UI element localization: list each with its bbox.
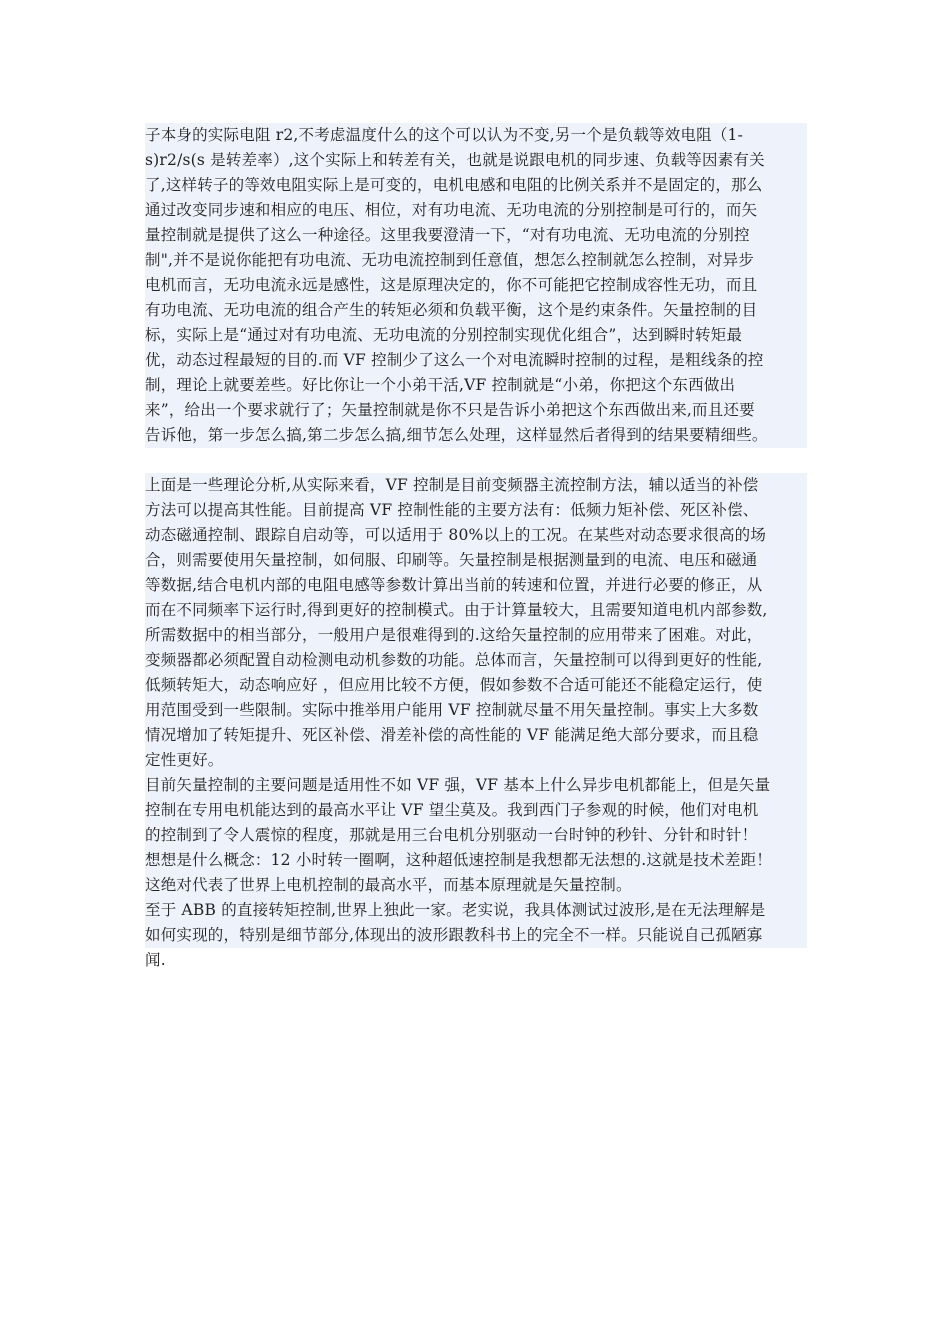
text-line: 量控制就是提供了这么一种途径。这里我要澄清一下，“对有功电流、无功电流的分别控 — [145, 223, 807, 248]
text-line: 电机而言，无功电流永远是感性，这是原理决定的，你不可能把它控制成容性无功，而且 — [145, 273, 807, 298]
text-line: 目前矢量控制的主要问题是适用性不如 VF 强，VF 基本上什么异步电机都能上，但是矢量 — [145, 773, 807, 798]
text-line: 通过改变同步速和相应的电压、相位，对有功电流、无功电流的分别控制是可行的，而矢 — [145, 198, 807, 223]
text-line: 方法可以提高其性能。目前提高 VF 控制性能的主要方法有：低频力矩补偿、死区补偿、 — [145, 498, 807, 523]
text-line: 标，实际上是“通过对有功电流、无功电流的分别控制实现优化组合”，达到瞬时转矩最 — [145, 323, 807, 348]
text-line: 动态磁通控制、跟踪自启动等，可以适用于 80%以上的工况。在某些对动态要求很高的场 — [145, 523, 807, 548]
paragraph-slip-resistance — [145, 123, 807, 448]
paragraph-vector-control-issues — [145, 773, 807, 898]
text-line: 合，则需要使用矢量控制，如伺服、印刷等。矢量控制是根据测量到的电流、电压和磁通 — [145, 548, 807, 573]
text-line: 情况增加了转矩提升、死区补偿、滑差补偿的高性能的 VF 能满足绝大部分要求，而且稳 — [145, 723, 807, 748]
text-line: 子本身的实际电阻 r2,不考虑温度什么的这个可以认为不变,另一个是负载等效电阻（1- — [145, 123, 807, 148]
text-line: 至于 ABB 的直接转矩控制,世界上独此一家。老实说，我具体测试过波形,是在无法理解是 — [145, 898, 807, 923]
text-line: 告诉他，第一步怎么搞,第二步怎么搞,细节怎么处理，这样显然后者得到的结果要精细些。 — [145, 423, 807, 448]
text-line: 控制在专用电机能达到的最高水平让 VF 望尘莫及。我到西门子参观的时候，他们对电机 — [145, 798, 807, 823]
text-line: 来”，给出一个要求就行了；矢量控制就是你不只是告诉小弟把这个东西做出来,而且还要 — [145, 398, 807, 423]
text-line: 变频器都必须配置自动检测电动机参数的功能。总体而言，矢量控制可以得到更好的性能, — [145, 648, 807, 673]
text-line: 等数据,结合电机内部的电阻电感等参数计算出当前的转速和位置，并进行必要的修正，从 — [145, 573, 807, 598]
document-body — [145, 123, 807, 973]
text-line: 低频转矩大，动态响应好 ，但应用比较不方便，假如参数不合适可能还不能稳定运行，使 — [145, 673, 807, 698]
text-line: 想想是什么概念：12 小时转一圈啊，这种超低速控制是我想都无法想的.这就是技术差距！ — [145, 848, 807, 873]
paragraph-gap — [145, 448, 807, 473]
text-line: 用范围受到一些限制。实际中推举用户能用 VF 控制就尽量不用矢量控制。事实上大多数 — [145, 698, 807, 723]
paragraph-abb-dtc — [145, 898, 807, 973]
text-line: 上面是一些理论分析,从实际来看，VF 控制是目前变频器主流控制方法，辅以适当的补偿 — [145, 473, 807, 498]
text-line: 如何实现的，特别是细节部分,体现出的波形跟教科书上的完全不一样。只能说自己孤陋寡 — [145, 923, 807, 948]
text-line: 了,这样转子的等效电阻实际上是可变的，电机电感和电阻的比例关系并不是固定的，那么 — [145, 173, 807, 198]
text-line: 这绝对代表了世界上电机控制的最高水平，而基本原理就是矢量控制。 — [145, 873, 807, 898]
text-line: 定性更好。 — [145, 748, 807, 773]
text-line: 制，理论上就要差些。好比你让一个小弟干活,VF 控制就是“小弟，你把这个东西做出 — [145, 373, 807, 398]
text-line: 所需数据中的相当部分，一般用户是很难得到的.这给矢量控制的应用带来了困难。对此， — [145, 623, 807, 648]
text-line: 的控制到了令人震惊的程度，那就是用三台电机分别驱动一台时钟的秒针、分针和时针！ — [145, 823, 807, 848]
paragraph-practical-analysis — [145, 473, 807, 773]
text-line: 闻. — [145, 951, 166, 969]
text-line: 优，动态过程最短的目的.而 VF 控制少了这么一个对电流瞬时控制的过程，是粗线条的控 — [145, 348, 807, 373]
text-line: 制",并不是说你能把有功电流、无功电流控制到任意值，想怎么控制就怎么控制，对异步 — [145, 248, 807, 273]
text-line: s)r2/s(s 是转差率）,这个实际上和转差有关，也就是说跟电机的同步速、负载等因素有关 — [145, 148, 807, 173]
text-line: 而在不同频率下运行时,得到更好的控制模式。由于计算量较大，且需要知道电机内部参数, — [145, 598, 807, 623]
text-line: 有功电流、无功电流的组合产生的转矩必须和负载平衡，这个是约束条件。矢量控制的目 — [145, 298, 807, 323]
